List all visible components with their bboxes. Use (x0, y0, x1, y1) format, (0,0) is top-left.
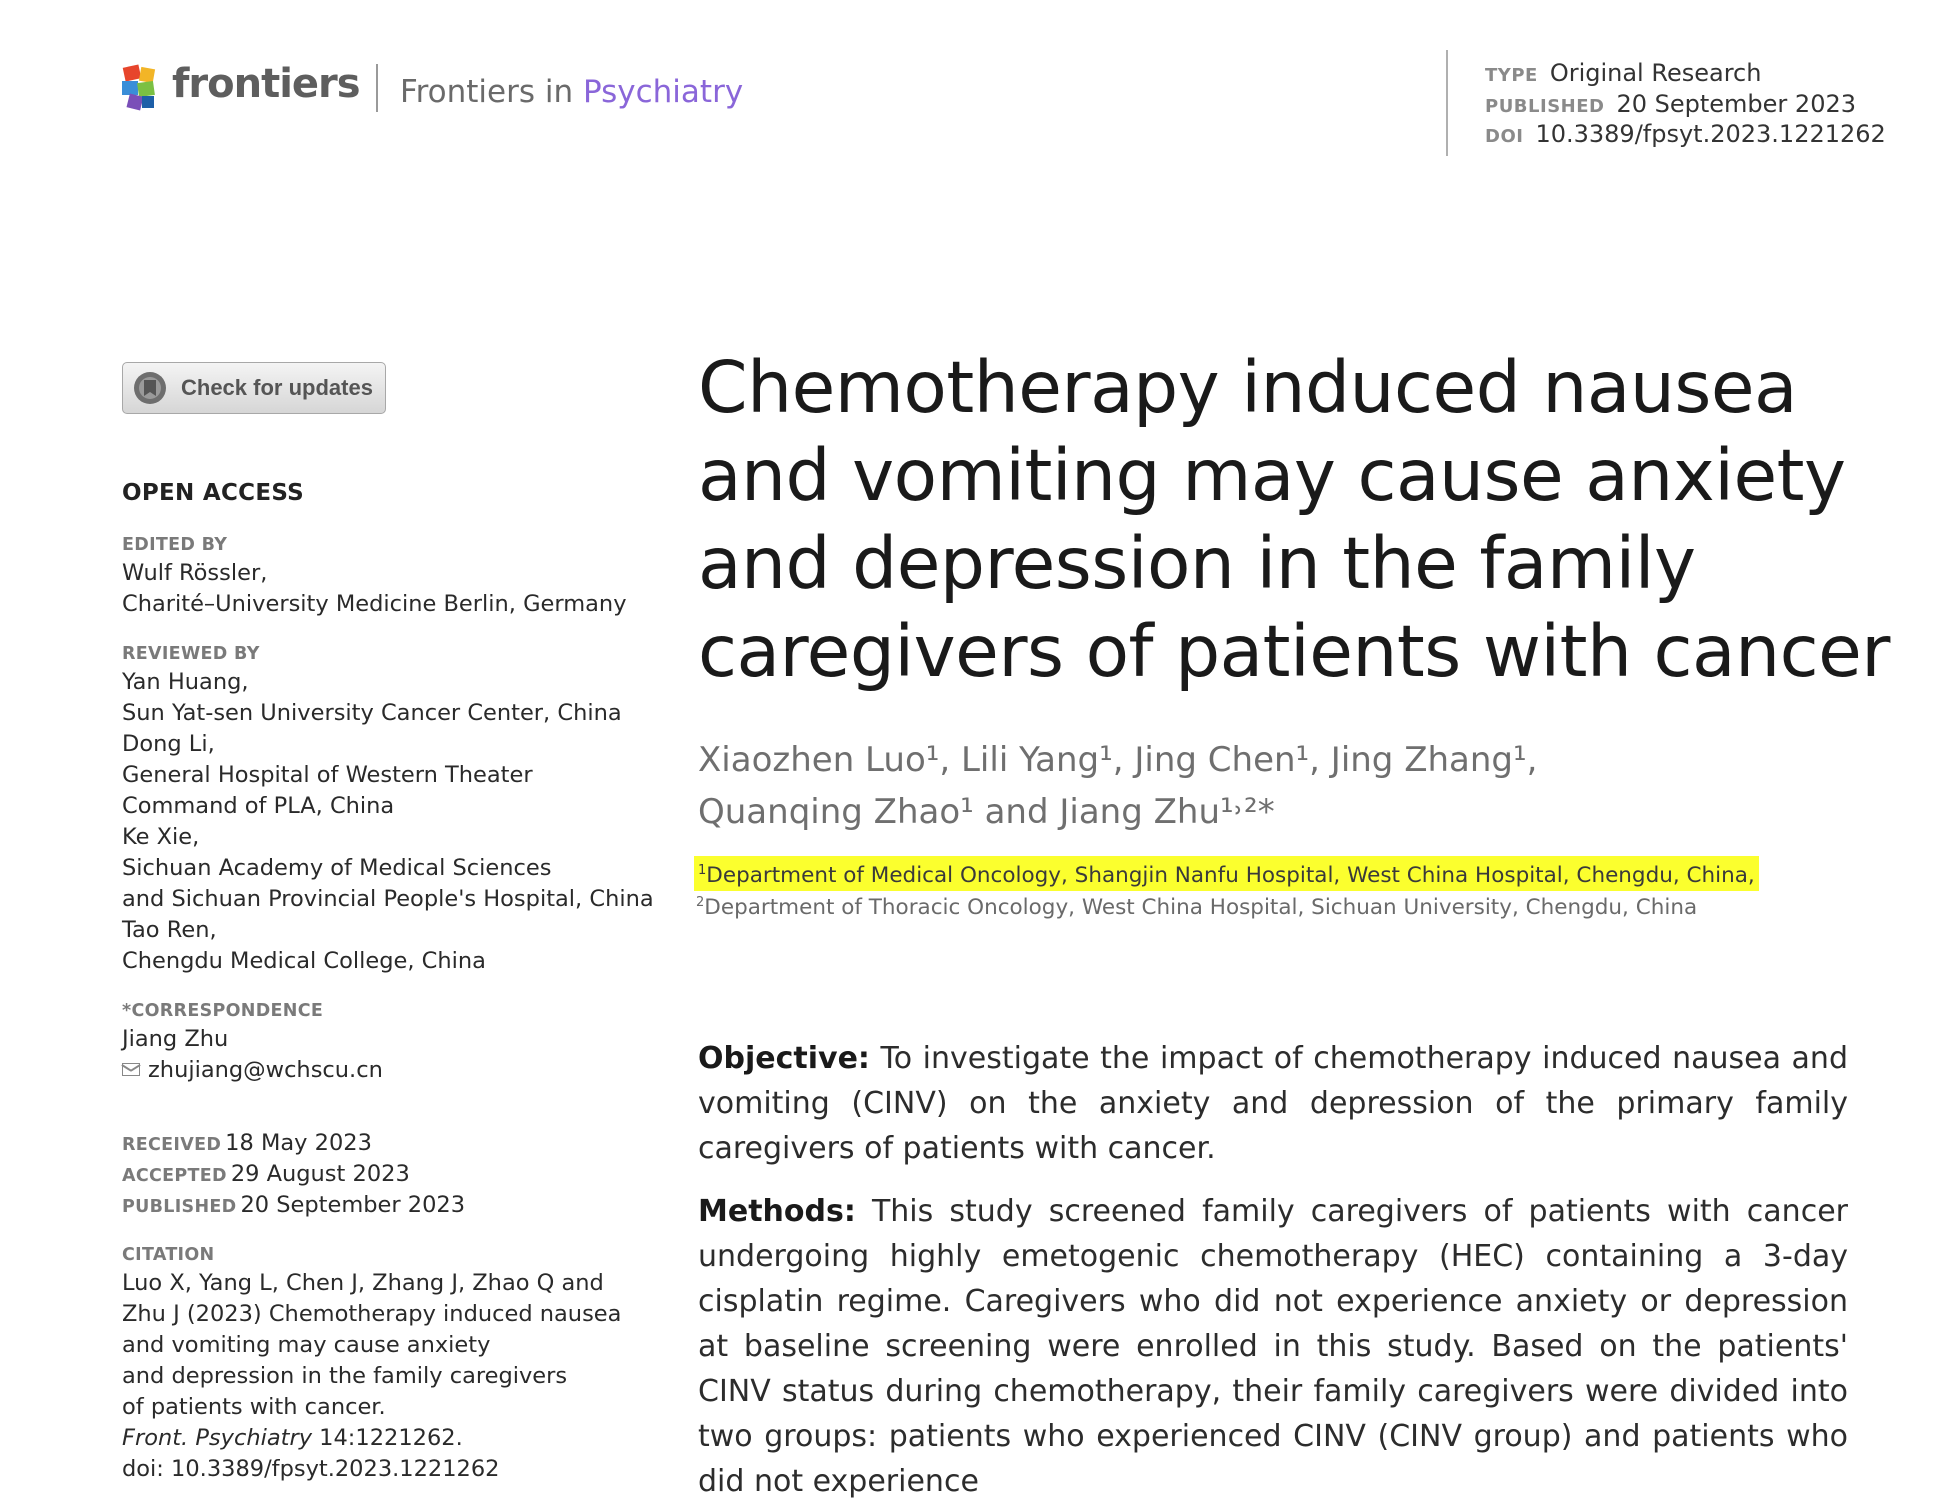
received-label: RECEIVED (122, 1135, 222, 1155)
editor-line: Wulf Rössler, (122, 560, 268, 586)
objective-label: Objective: (698, 1041, 870, 1076)
mail-icon (122, 1063, 140, 1076)
check-updates-label: Check for updates (181, 375, 373, 400)
methods-text: This study screened family caregivers of patients with cancer undergoing highly emetogenic chemotherapy (HEC) containing a 3-day cisplatin regime. Caregivers who did not experience anxiety or depression at baseline screening were enrolled in this study. Based on the patients' CINV status during chemotherapy, their family caregivers were divided into two groups: patients who experienced CINV (CINV group) and patients who did not experience (698, 1194, 1848, 1499)
reviewer-line: Dong Li, (122, 731, 215, 757)
accepted-label: ACCEPTED (122, 1166, 227, 1186)
accepted-row (122, 1159, 662, 1190)
reviewer-line: Yan Huang, (122, 669, 249, 695)
published-label: PUBLISHED (122, 1197, 237, 1217)
affiliation-number: 1 (698, 863, 707, 878)
editor-line: Charité–University Medicine Berlin, Germany (122, 591, 627, 617)
check-for-updates-button[interactable] (122, 362, 386, 414)
correspondence-email[interactable]: zhujiang@wchscu.cn (148, 1057, 383, 1083)
citation-line: of patients with cancer. (122, 1394, 386, 1420)
methods-label: Methods: (698, 1194, 856, 1229)
affiliation-text: Department of Medical Oncology, Shangjin Nanfu Hospital, West China Hospital, Chengdu, China, (706, 863, 1755, 889)
published-date: 20 September 2023 (240, 1192, 466, 1218)
abstract-objective (698, 1036, 1848, 1171)
citation-label: CITATION (122, 1245, 215, 1265)
affiliation-2 (696, 888, 1697, 923)
affiliation-1-highlighted (694, 856, 1759, 891)
citation-block (122, 1242, 662, 1485)
header-divider (376, 64, 378, 112)
title-line: and depression in the family (698, 522, 1696, 605)
open-access-label: OPEN ACCESS (122, 480, 305, 506)
objective-text: To investigate the impact of chemotherapy induced nausea and vomiting (CINV) on the anxiety and depression of the primary family caregivers of patients with cancer. (698, 1041, 1848, 1166)
title-line: Chemotherapy induced nausea (698, 346, 1798, 429)
accepted-date: 29 August 2023 (230, 1161, 410, 1187)
correspondence-email-row[interactable] (122, 1055, 662, 1086)
edited-by-label: EDITED BY (122, 535, 228, 555)
article-type (1485, 58, 1761, 91)
reviewed-by-label: REVIEWED BY (122, 644, 260, 664)
citation-doi[interactable]: doi: 10.3389/fpsyt.2023.1221262 (122, 1456, 500, 1482)
authors-line[interactable]: Quanqing Zhao¹ and Jiang Zhu¹˒²* (698, 792, 1275, 832)
reviewer-line: Sichuan Academy of Medical Sciences (122, 855, 552, 881)
frontiers-logo-wordmark[interactable]: frontiers (172, 61, 360, 107)
reviewer-line: Sun Yat-sen University Cancer Center, China (122, 700, 622, 726)
published-row (122, 1190, 662, 1221)
edited-by-block (122, 532, 662, 620)
reviewer-line: Command of PLA, China (122, 793, 395, 819)
correspondence-block (122, 998, 662, 1086)
authors-line[interactable]: Xiaozhen Luo¹, Lili Yang¹, Jing Chen¹, Jing Zhang¹, (698, 740, 1538, 780)
citation-line: Luo X, Yang L, Chen J, Zhang J, Zhao Q and (122, 1270, 604, 1296)
received-row (122, 1128, 662, 1159)
affiliation-number: 2 (696, 895, 705, 910)
affiliation-text: Department of Thoracic Oncology, West China Hospital, Sichuan University, Chengdu, China (704, 895, 1698, 921)
journal-prefix: Frontiers in (400, 74, 574, 110)
reviewer-line: Tao Ren, (122, 917, 217, 943)
published-key: PUBLISHED (1485, 96, 1605, 117)
check-updates-icon (133, 371, 167, 405)
citation-journal-line (122, 1423, 662, 1454)
journal-accent: Psychiatry (582, 74, 744, 110)
correspondence-label: *CORRESPONDENCE (122, 1001, 324, 1021)
journal-name[interactable] (400, 72, 743, 112)
title-line: and vomiting may cause anxiety (698, 434, 1846, 517)
citation-journal: Front. Psychiatry (122, 1425, 313, 1451)
received-date: 18 May 2023 (225, 1130, 372, 1156)
reviewer-line: and Sichuan Provincial People's Hospital, China (122, 886, 654, 912)
title-line: caregivers of patients with cancer (698, 610, 1890, 693)
article-doi (1485, 119, 1886, 152)
correspondence-name: Jiang Zhu (122, 1026, 229, 1052)
author-list (698, 734, 1918, 838)
frontiers-logo-icon (120, 64, 164, 112)
reviewer-line: Chengdu Medical College, China (122, 948, 486, 974)
article-published (1485, 89, 1856, 122)
citation-line: Zhu J (2023) Chemotherapy induced nausea (122, 1301, 622, 1327)
doi-key: DOI (1485, 126, 1524, 147)
article-title (698, 344, 1918, 696)
meta-divider (1446, 50, 1448, 156)
citation-line: and vomiting may cause anxiety (122, 1332, 491, 1358)
doi-value[interactable]: 10.3389/fpsyt.2023.1221262 (1535, 120, 1886, 148)
type-value: Original Research (1549, 59, 1762, 87)
reviewer-line: Ke Xie, (122, 824, 200, 850)
reviewer-line: General Hospital of Western Theater (122, 762, 533, 788)
reviewed-by-block (122, 641, 662, 977)
published-value: 20 September 2023 (1616, 90, 1856, 118)
citation-volume: 14:1221262. (312, 1425, 463, 1451)
abstract-methods (698, 1189, 1848, 1504)
type-key: TYPE (1485, 65, 1538, 86)
dates-block (122, 1128, 662, 1221)
citation-line: and depression in the family caregivers (122, 1363, 568, 1389)
